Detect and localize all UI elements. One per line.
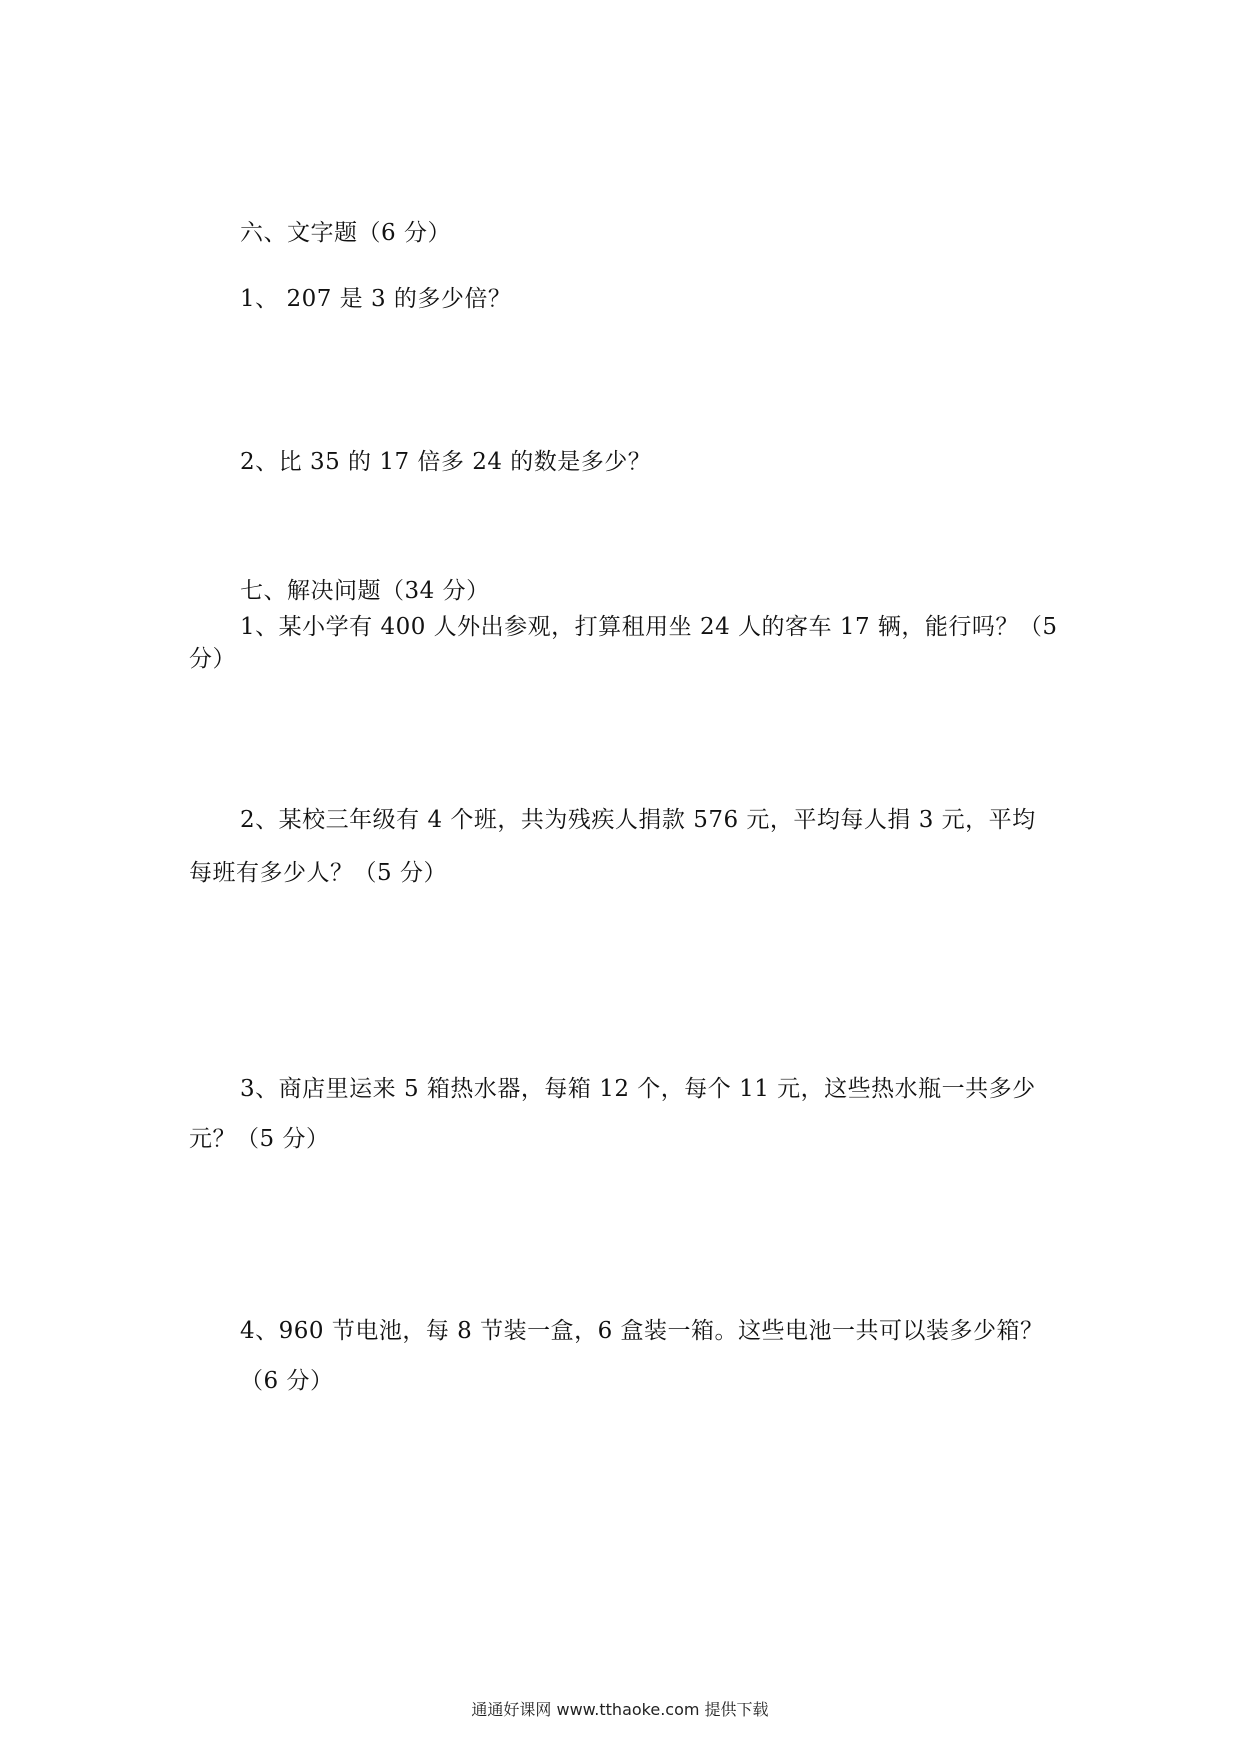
section-6-question-2: 2、比 35 的 17 倍多 24 的数是多少？ [240, 449, 652, 475]
section-7-question-2-line-2: 每班有多少人？（5 分） [189, 860, 447, 886]
footer-credit: 通通好课网 www.tthaoke.com 提供下载 [471, 1700, 769, 1719]
section-6-question-1: 1、 207 是 3 的多少倍？ [240, 286, 512, 312]
section-7-question-2-line-1: 2、某校三年级有 4 个班，共为残疾人捐款 576 元，平均每人捐 3 元，平均 [240, 807, 1036, 833]
section-7-question-4-line-2: （6 分） [240, 1368, 334, 1394]
section-7-question-1-line-2: 分） [189, 646, 236, 672]
section-7-question-3-line-1: 3、商店里运来 5 箱热水器，每箱 12 个，每个 11 元，这些热水瓶一共多少 [240, 1076, 1036, 1102]
section-6-heading: 六、文字题（6 分） [240, 220, 451, 246]
section-7-question-3-line-2: 元？（5 分） [189, 1126, 330, 1152]
section-7-question-4-line-1: 4、960 节电池，每 8 节装一盒，6 盒装一箱。这些电池一共可以装多少箱？ [240, 1318, 1044, 1344]
section-7-question-1-line-1: 1、某小学有 400 人外出参观，打算租用坐 24 人的客车 17 辆，能行吗？（5 [240, 614, 1058, 640]
section-7-heading: 七、解决问题（34 分） [240, 578, 490, 604]
